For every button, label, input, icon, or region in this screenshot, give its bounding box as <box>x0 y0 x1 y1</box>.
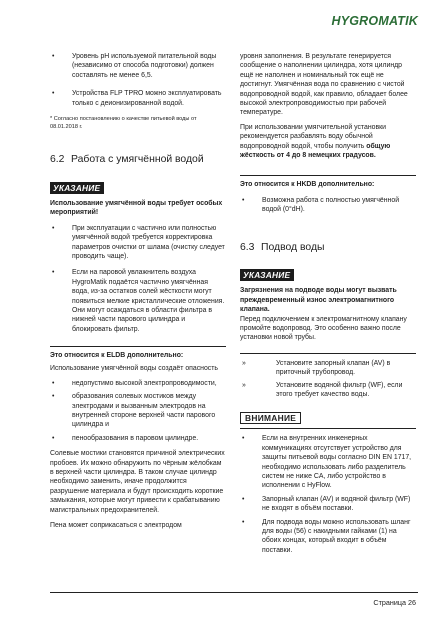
paragraph-foam: Пена может соприкасаться с электродом <box>50 521 182 529</box>
list-item: • При эксплуатации с частично или полностью умягчённой водой требуется корректировка параметров очистки от шлама (очистку следует проводить чаще). <box>52 224 225 260</box>
eldb-bullet-list <box>50 379 226 443</box>
note-label: УКАЗАНИЕ <box>240 269 294 281</box>
list-item: • Уровень pH используемой питательной воды (независимо от способа подготовки) должен составлять не менее 6,5. <box>52 53 217 79</box>
warning-label: ВНИМАНИЕ <box>240 412 301 424</box>
page-number: Страница 26 <box>373 598 416 607</box>
list-item: • образования солевых мостиков между электродами и вызванным электродов на внутренней стороне верхней части парового цилиндра и <box>52 393 216 429</box>
arrow-icon: » <box>242 359 246 367</box>
footer-divider <box>50 592 418 593</box>
recommendation-bold: общую жёсткость от 4 до 8 немецких градусов. <box>240 142 391 159</box>
arrow-icon: » <box>242 381 246 389</box>
list-item: » Установите запорный клапан (AV) в приточный трубопровод. <box>242 359 391 377</box>
paragraph-recommendation <box>240 123 416 161</box>
divider <box>240 175 416 176</box>
eldb-heading: Это относится к ELDB дополнительно: <box>50 352 184 360</box>
hkdb-bullet-list <box>240 196 416 215</box>
list-item: • Если на паровой увлажнитель воздуха HygroMatik подаётся частично умягчённая вода, из-за остатков солей жёсткости могут появиться мелкие кристаллические отложения. Они могут осаждаться в области фильтра в нижней части парового цилиндра и блокировать фильтр. <box>52 269 225 333</box>
list-item: • Устройства FLP TPRO можно эксплуатировать только с деионизированной водой. <box>52 90 222 107</box>
list-item: • Запорный клапан (AV) и водяной фильтр (WF) не входят в объём поставки. <box>242 495 411 513</box>
warning-bullet-list <box>240 434 416 555</box>
note-bullet-list <box>50 224 226 334</box>
footnote: * Согласно постановлению о качестве питьевой воды от 08.01.2018 г. <box>50 115 197 130</box>
paragraph-salt-bridges: Солевые мостики становятся причиной электрических пробоев. Их можно обнаружить по чёрным жёлобкам в верхней части цилиндра. В таком случае цилиндр необходимо заменить, иначе продолжится разрушение материала и будут происходить короткие замыкания, которые могут привести к срабатыванию магистральных предохранителей. <box>50 450 225 514</box>
section-heading-6-2 <box>50 154 226 165</box>
instruction-list <box>240 359 416 400</box>
hkdb-heading: Это относится к HKDB дополнительно: <box>240 181 375 189</box>
section-number: 6.2 <box>50 154 65 166</box>
left-column <box>50 52 226 530</box>
top-bullet-list <box>50 52 226 108</box>
right-column <box>240 52 416 555</box>
section-title: Подвод воды <box>261 242 325 254</box>
section-title: Работа с умягчённой водой <box>71 154 204 166</box>
paragraph-fill-level: уровня заполнения. В результате генерируется сообщение о наполнении цилиндра, хотя цилиндр ещё не наполнен и номинальный ток ещё не достигнут. Умягчённая вода по сравнению с чистой водопроводной водой, как правило, обладает более высокой электропроводимостью при рабочей температуре. <box>240 53 408 117</box>
section-heading-6-3 <box>240 242 416 253</box>
divider <box>240 353 416 354</box>
note-text: Перед подключением к электромагнитному клапану промойте водопровод. Это особенно важно после установки новой трубы. <box>240 315 407 342</box>
section-number: 6.3 <box>240 242 255 254</box>
note-label: УКАЗАНИЕ <box>50 182 104 194</box>
logo-text-matik: MATIK <box>378 14 418 28</box>
list-item: • недопустимо высокой электропроводимости, <box>52 379 217 387</box>
list-item: • Для подвода воды можно использовать шланг для воды (56) с накидными гайками (1) на обоих концах, который входит в объём поставки. <box>242 518 411 554</box>
hygromatik-logo <box>332 14 419 28</box>
divider <box>50 346 226 347</box>
note-bold-text: Использование умягчённой воды требует особых мероприятий! <box>50 200 223 217</box>
eldb-intro: Использование умягчённой воды создаёт опасность <box>50 364 218 372</box>
list-item: • пенообразования в паровом цилиндре. <box>52 434 199 442</box>
note-bold-text: Загрязнения на подводе воды могут вызвать преждевременный износ электромагнитного клапана. <box>240 287 397 314</box>
logo-text-hygro: HYGRO <box>331 14 379 28</box>
list-item: » Установите водяной фильтр (WF), если этого требует качество воды. <box>242 381 403 398</box>
list-item: • Возможна работа с полностью умягчённой водой (0°dH). <box>242 196 400 214</box>
list-item: • Если на внутренних инженерных коммуникациях отсутствует устройство для защиты питьевой воды согласно DIN EN 1717, необходимо использовать либо разделитель систем не ниже CA, либо устройство в исполнении с HyFlow. <box>242 435 412 490</box>
divider <box>240 428 416 429</box>
recommendation-text: При использовании умягчительной установки рекомендуется разбавлять воду обычной водопроводной водой, чтобы получить <box>240 123 386 150</box>
